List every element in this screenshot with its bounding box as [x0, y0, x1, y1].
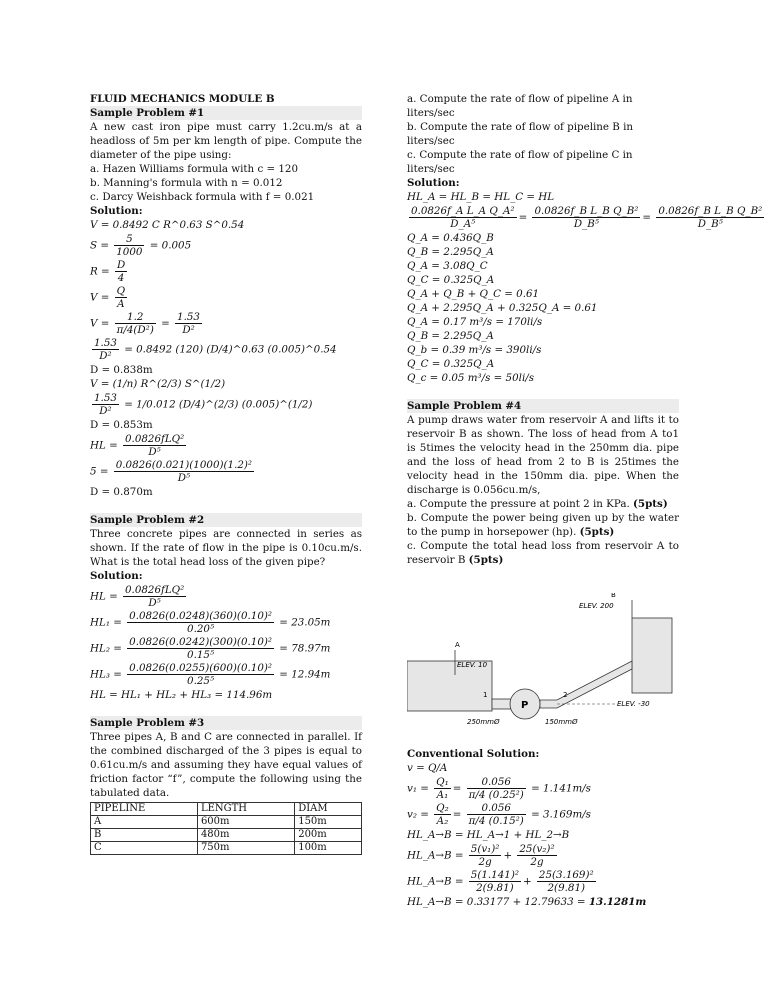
- v1-numerator-2: 0.056: [467, 776, 526, 789]
- problem-4-part-b-text: b. Compute the power being given up by the water to the pump in horsepower (hp).: [407, 512, 679, 538]
- problem-1-part-a: a. Hazen Williams formula with c = 120: [90, 163, 299, 175]
- hazen-rest: = 0.8492 (120) (D/4)^0.63 (0.005)^0.54: [124, 343, 337, 356]
- problem-4-part-c-text: c. Compute the total head loss from reservoir A to reservoir B: [407, 540, 679, 566]
- v1-equation: v₁ = $\frac{\text{Q₁}}{\text{A₁}}$ = $\frac{0.056}{\text{π/4 (0.25²)}}$ = 1.141m/s: [407, 776, 591, 801]
- slope-lhs: S =: [90, 239, 109, 252]
- hl2-numerator: 5(v₁)²: [470, 843, 500, 855]
- solution-line: Q_A + 2.295Q_A + 0.325Q_A = 0.61: [407, 302, 598, 314]
- v2-equation: v₂ = $\frac{\text{Q₂}}{\text{A₂}}$ = $\frac{0.056}{\text{π/4 (0.15²)}}$ = 3.169m/s: [407, 802, 591, 827]
- point-1-label: 1: [483, 691, 488, 699]
- hl2-fraction-2: [517, 843, 556, 868]
- velocity2-fraction: [115, 311, 156, 336]
- series-hl-denominator: D⁵: [148, 597, 161, 609]
- total-head-loss: HL = HL₁ + HL₂ + HL₃ = 114.96m: [90, 689, 273, 701]
- table-cell: A: [91, 816, 198, 829]
- problem-3-text: Three pipes A, B and C are connected in parallel. If the combined discharged of the 3 pipes is equal to 0.61cu.m/s and assuming they have equal values of friction factor “f”, compute the following using the tabulated data.: [90, 731, 362, 799]
- reservoir-b-elevation: ELEV. 200: [579, 602, 614, 610]
- problem-3-solution-label: Solution:: [407, 177, 460, 189]
- discharge-diameter-label: 150mmØ: [545, 718, 578, 726]
- parallel-a-denominator: D_A⁵: [450, 218, 476, 230]
- parallel-c-numerator: 0.0826f_B L_B Q_B²: [658, 205, 763, 217]
- darcy-denominator: D⁵: [148, 446, 161, 458]
- pump-elevation: ELEV. -30: [617, 700, 650, 708]
- parallel-fraction-equality: $\frac{\text{0.0826f\_A L\_A Q\_A²}}{\text{D\_A⁵}}$ = $\frac{\text{0.0826f\_B L\_B Q\_B²}}{\text{D\_B⁵}}$ = $\frac{\text{0.0826f\_B L\_B Q\_B²}}{\text{D\_B⁵}}$: [411, 205, 763, 230]
- hazen-denominator: D²: [99, 350, 112, 362]
- problem-4-part-a-points: (5pts): [633, 498, 668, 510]
- series-hl-fraction: [123, 584, 186, 609]
- slope-result: = 0.005: [149, 239, 192, 252]
- table-cell: 750m: [197, 842, 294, 855]
- v2-numerator-2: 0.056: [467, 802, 526, 815]
- table-header-cell: DIAM: [295, 803, 362, 816]
- parallel-fraction-c: [656, 205, 764, 230]
- table-row: [91, 842, 362, 855]
- slope-fraction: [114, 233, 144, 258]
- series-hl-numerator: 0.0826fLQ²: [125, 584, 185, 596]
- pipeline-table: [90, 802, 362, 855]
- problem-3-question-a: a. Compute the rate of flow of pipeline A in liters/sec: [407, 93, 633, 119]
- parallel-b-numerator: 0.0826f_B L_B Q_B²: [534, 205, 639, 217]
- problem-1-part-c: c. Darcy Weishback formula with f = 0.021: [90, 191, 315, 203]
- velocity-lhs: V =: [90, 291, 110, 304]
- hl1-equation: [90, 610, 362, 635]
- manning-denominator: D²: [99, 405, 112, 417]
- reservoir-b-label: B: [611, 593, 616, 599]
- hazen-fraction: [92, 337, 119, 362]
- table-row: [91, 816, 362, 829]
- problem-2-title: Sample Problem #2: [90, 513, 362, 527]
- diameter-result-3: D = 0.870m: [90, 486, 153, 498]
- radius-denominator: 4: [117, 272, 125, 284]
- darcy-fraction: [123, 433, 186, 458]
- slope-denominator: 1000: [116, 246, 143, 258]
- table-cell: 480m: [197, 829, 294, 842]
- reservoir-a-label: A: [455, 641, 460, 649]
- v2-fraction-2: [467, 802, 526, 827]
- parallel-fraction-a: [409, 205, 517, 230]
- hl2-fraction: [469, 843, 502, 868]
- hl2-numerator: 0.0826(0.0242)(300)(0.10)²: [129, 636, 273, 648]
- velocity-denominator: A: [117, 298, 125, 310]
- hl3-numerator-2: 25(3.169)²: [538, 869, 594, 881]
- hl3-denominator-2: 2(9.81): [547, 882, 586, 894]
- darcy-lhs: HL =: [90, 439, 118, 452]
- solution-line: Q_A = 3.08Q_C: [407, 260, 488, 272]
- hl3-result: = 12.94m: [279, 668, 331, 681]
- hl3-numerator: 5(1.141)²: [470, 869, 519, 881]
- problem-1-part-b: b. Manning's formula with n = 0.012: [90, 177, 283, 189]
- hl3-numerator: 0.0826(0.0255)(600)(0.10)²: [129, 662, 273, 674]
- velocity-substitution: [90, 311, 362, 336]
- hl2-numerator-2: 25(v₂)²: [519, 843, 555, 855]
- hl1-result: = 23.05m: [279, 616, 331, 629]
- problem-2-text: Three concrete pipes are connected in series as shown. If the rate of flow in the pipe is 0.10cu.m/s. What is the total head loss of the given pipe?: [90, 528, 362, 568]
- solution-line: Q_A = 0.17 m³/s = 170li/s: [407, 316, 543, 328]
- hazen-williams-equation: V = 0.8492 C R^0.63 S^0.54: [90, 219, 245, 231]
- head-loss-result-text: HL_A→B = 0.33177 + 12.79633 =: [407, 896, 586, 908]
- darcy-numerator: 0.0826fLQ²: [125, 433, 185, 445]
- slope-equation: [90, 233, 362, 258]
- hl3-fraction-2: [537, 869, 596, 894]
- v2-denominator: A₂: [436, 815, 449, 827]
- v2-lhs: v₂ =: [407, 808, 429, 821]
- parallel-a-numerator: 0.0826f_A L_A Q_A²: [411, 205, 515, 217]
- hazen-numerator: 1.53: [94, 337, 117, 349]
- table-header-cell: PIPELINE: [91, 803, 198, 816]
- velocity-numerator: Q: [116, 285, 126, 297]
- hl2-result: = 78.97m: [279, 642, 331, 655]
- diameter-result-2: D = 0.853m: [90, 419, 153, 431]
- solution-line: Q_A + Q_B + Q_C = 0.61: [407, 288, 540, 300]
- table-cell: 100m: [295, 842, 362, 855]
- head-loss-result-value: 13.1281m: [588, 896, 647, 908]
- hl1-numerator: 0.0826(0.0248)(360)(0.10)²: [129, 610, 273, 622]
- velocity2-numerator-2: 1.53: [177, 311, 200, 323]
- solution-line: Q_B = 2.295Q_A: [407, 246, 494, 258]
- v1-result: = 1.141m/s: [531, 782, 591, 795]
- velocity-fraction: [115, 285, 127, 310]
- hl3-equation: [90, 662, 362, 687]
- manning-substitution: [90, 392, 362, 417]
- hazen-substitution: [90, 337, 362, 362]
- v2-denominator-2: π/4 (0.15²): [468, 815, 524, 827]
- table-cell: C: [91, 842, 198, 855]
- v2-result: = 3.169m/s: [531, 808, 591, 821]
- hl2-equation: [90, 636, 362, 661]
- hl3-fraction: [127, 662, 274, 687]
- manning-equation: V = (1/n) R^(2/3) S^(1/2): [90, 378, 226, 390]
- darcy-sub-denominator: D⁵: [177, 472, 191, 484]
- hl2-denominator: 2g: [478, 856, 492, 868]
- series-hl-lhs: HL =: [90, 590, 118, 603]
- hl3-lhs: HL₃ =: [90, 668, 122, 681]
- table-cell: 150m: [295, 816, 362, 829]
- hl3-fraction: [469, 869, 521, 894]
- point-2-label: 2: [563, 691, 568, 699]
- problem-3-title: Sample Problem #3: [90, 716, 362, 730]
- module-title: FLUID MECHANICS MODULE B: [90, 93, 275, 105]
- table-header-row: [91, 803, 362, 816]
- table-row: [91, 829, 362, 842]
- darcy-sub-lhs: 5 =: [90, 465, 109, 478]
- diameter-result-1: D = 0.838m: [90, 364, 153, 376]
- parallel-c-denominator: D_B⁵: [697, 218, 723, 230]
- hl1-fraction: [127, 610, 274, 635]
- velocity2-numerator: 1.2: [115, 311, 156, 324]
- hl3-denominator: 0.25⁵: [187, 675, 215, 687]
- slope-numerator: 5: [114, 233, 144, 246]
- darcy-substitution: [90, 459, 362, 484]
- v2-fraction: [434, 802, 451, 827]
- problem-4-part-a-text: a. Compute the pressure at point 2 in KPa.: [407, 498, 630, 510]
- table-header-cell: LENGTH: [197, 803, 294, 816]
- series-hl-equation: [90, 584, 362, 609]
- left-column: [90, 92, 362, 855]
- radius-lhs: R =: [90, 265, 110, 278]
- problem-3-question-c: c. Compute the rate of flow of pipeline C in liters/sec: [407, 149, 633, 175]
- problem-1-solution-label: Solution:: [90, 205, 143, 217]
- v1-lhs: v₁ =: [407, 782, 429, 795]
- v1-denominator-2: π/4 (0.25²): [468, 789, 524, 801]
- hl2-denominator: 0.15⁵: [187, 649, 215, 661]
- problem-1-text: A new cast iron pipe must carry 1.2cu.m/s at a headloss of 5m per km length of pipe. Compute the diameter of the pipe using:: [90, 121, 362, 161]
- solution-line: Q_C = 0.325Q_A: [407, 358, 495, 370]
- head-loss-sum: HL_A→B = HL_A→1 + HL_2→B: [407, 829, 570, 841]
- hl1-denominator: 0.20⁵: [187, 623, 215, 635]
- solution-line: Q_C = 0.325Q_A: [407, 274, 495, 286]
- hl2-lhs: HL₂ =: [90, 642, 122, 655]
- hl2-lhs: HL_A→B =: [407, 849, 464, 862]
- radius-fraction: [115, 259, 127, 284]
- darcy-sub-fraction: [114, 459, 254, 484]
- solution-line: Q_A = 0.436Q_B: [407, 232, 494, 244]
- problem-1-title: Sample Problem #1: [90, 106, 362, 120]
- problem-2-solution-label: Solution:: [90, 570, 143, 582]
- manning-numerator: 1.53: [94, 392, 117, 404]
- parallel-b-denominator: D_B⁵: [573, 218, 599, 230]
- hl3-lhs: HL_A→B =: [407, 875, 464, 888]
- v1-numerator: Q₁: [436, 776, 449, 788]
- hl1-lhs: HL₁ =: [90, 616, 122, 629]
- v2-numerator: Q₂: [436, 802, 449, 814]
- manning-rest: = 1/0.012 (D/4)^(2/3) (0.005)^(1/2): [124, 398, 313, 411]
- head-loss-result: [407, 895, 679, 909]
- table-cell: 200m: [295, 829, 362, 842]
- velocity-equation: [90, 285, 362, 310]
- problem-4-part-a: [407, 497, 679, 511]
- darcy-sub-numerator: 0.0826(0.021)(1000)(1.2)²: [115, 459, 253, 471]
- manning-fraction: [92, 392, 119, 417]
- table-cell: 600m: [197, 816, 294, 829]
- table-cell: B: [91, 829, 198, 842]
- head-loss-velocity-heads: HL_A→B = $\frac{\text{5(v₁)²}}{2g}$ + $\frac{\text{25(v₂)²}}{2g}$: [407, 843, 555, 868]
- velocity2-fraction-2: [175, 311, 202, 336]
- problem-4-part-b: [407, 511, 679, 539]
- problem-3-question-b: b. Compute the rate of flow of pipeline B in liters/sec: [407, 121, 634, 147]
- reservoir-a-elevation: ELEV. 10: [457, 661, 488, 669]
- radius-numerator: D: [116, 259, 126, 271]
- darcy-equation: [90, 433, 362, 458]
- velocity2-lhs: V =: [90, 317, 110, 330]
- right-column: [407, 92, 763, 909]
- velocity2-denominator-2: D²: [182, 324, 195, 336]
- solution-line: Q_b = 0.39 m³/s = 390li/s: [407, 344, 542, 356]
- velocity-definition: v = Q/A: [407, 762, 448, 774]
- solution-line: Q_B = 2.295Q_A: [407, 330, 494, 342]
- problem-4-part-c-points: (5pts): [468, 554, 504, 566]
- pump-label: P: [521, 700, 529, 711]
- hl3-denominator: 2(9.81): [476, 882, 514, 894]
- parallel-fraction-b: [532, 205, 640, 230]
- conventional-solution-title: Conventional Solution:: [407, 748, 540, 760]
- v1-fraction-2: [467, 776, 526, 801]
- problem-4-part-b-points: (5pts): [579, 526, 615, 538]
- problem-4-text: A pump draws water from reservoir A and lifts it to reservoir B as shown. The loss of head from A to1 is 5times the velocity head in the 250mm dia. pipe and the loss of head from 2 to B is 25times the velocity head in the 150mm dia. pipe. When the discharge is 0.056cu.m/s,: [407, 414, 679, 496]
- v1-denominator: A₁: [436, 789, 449, 801]
- suction-diameter-label: 250mmØ: [467, 718, 500, 726]
- problem-4-part-c: [407, 539, 679, 567]
- velocity2-equals: =: [161, 317, 170, 330]
- radius-equation: [90, 259, 362, 284]
- pump-reservoir-diagram: [407, 593, 679, 733]
- reservoir-b: [632, 618, 672, 693]
- solution-line: Q_c = 0.05 m³/s = 50li/s: [407, 372, 534, 384]
- problem-4-title: Sample Problem #4: [407, 399, 679, 413]
- parallel-hl-equality: HL_A = HL_B = HL_C = HL: [407, 191, 555, 203]
- v1-fraction: [434, 776, 451, 801]
- hl2-denominator-2: 2g: [530, 856, 544, 868]
- head-loss-substitution: HL_A→B = $\frac{\text{5(1.141)²}}{2(9.81)}$ + $\frac{\text{25(3.169)²}}{2(9.81)}$: [407, 869, 594, 894]
- hl2-fraction: [127, 636, 274, 661]
- velocity2-denominator: π/4(D²): [116, 324, 154, 336]
